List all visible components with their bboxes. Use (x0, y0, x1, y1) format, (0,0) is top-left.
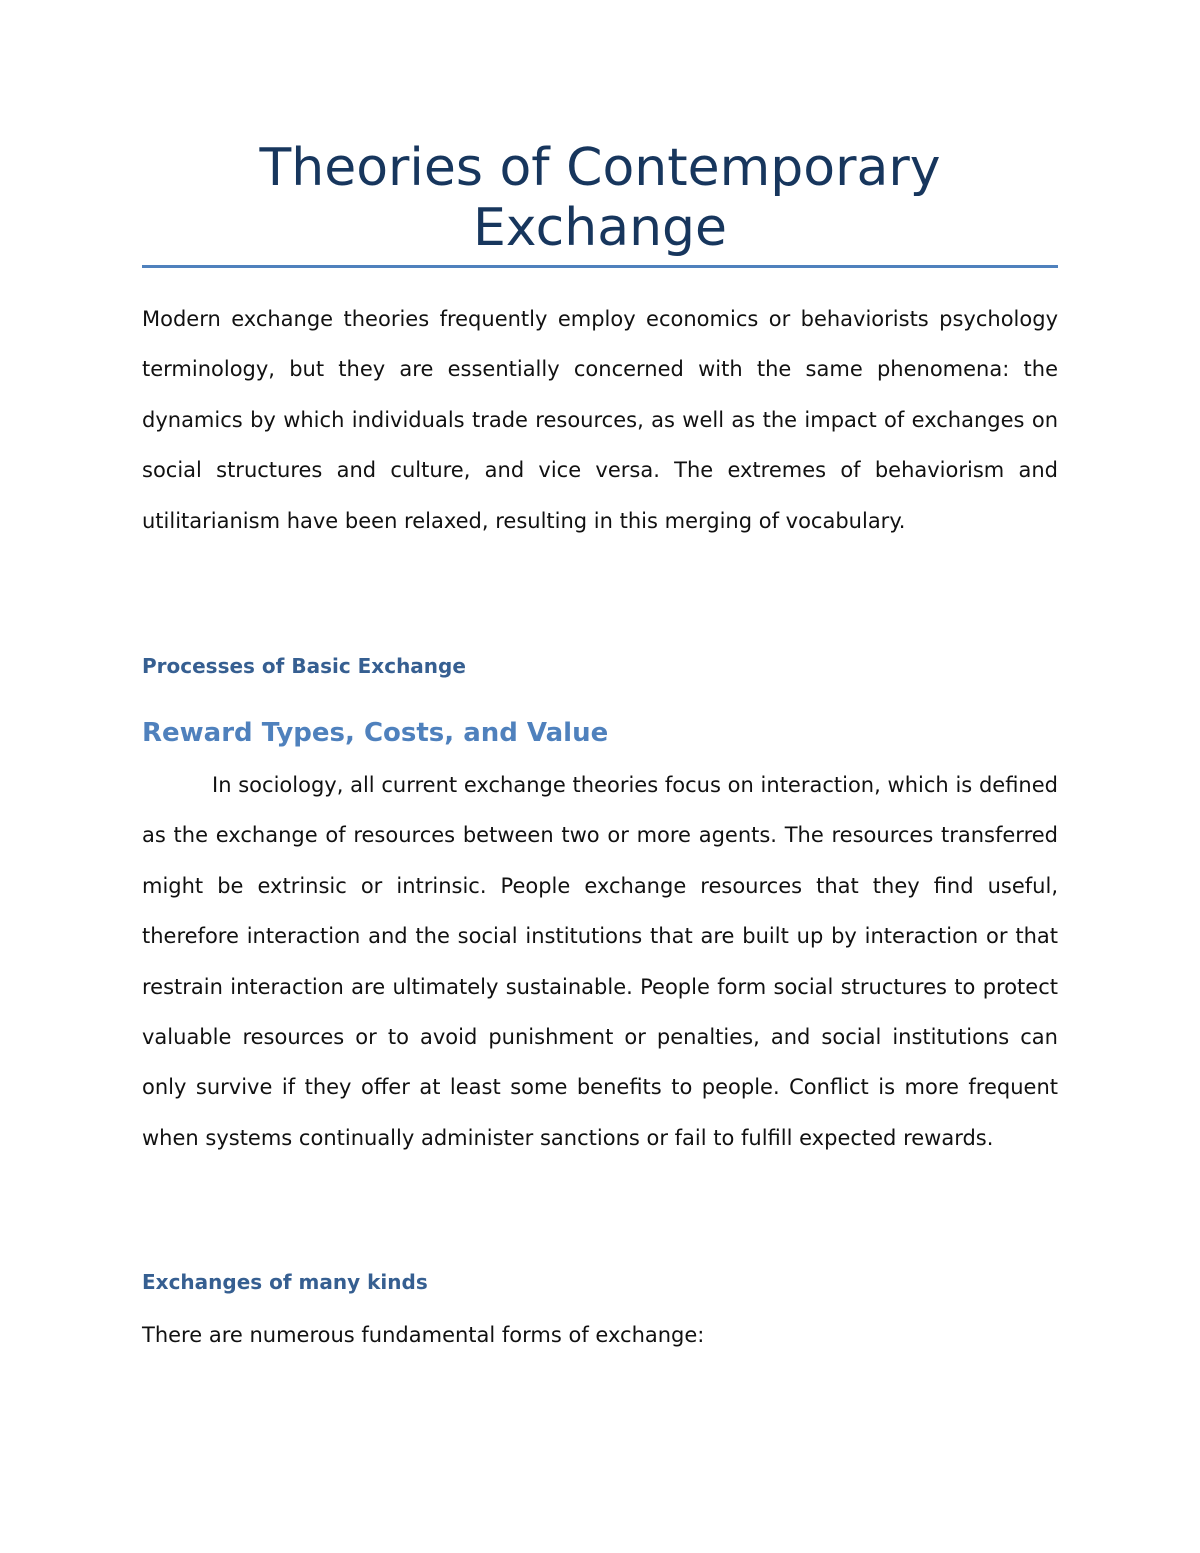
reward-types-paragraph: In sociology, all current exchange theories focus on interaction, which is defined as the exchange of resources between two or more agents. The resources transferred might be extrinsic or intrinsic. People exchange resources that they find useful, therefore interaction and the social institutions that are built up by interaction or that restrain interaction are ultimately sustainable. People form social structures to protect valuable resources or to avoid punishment or penalties, and social institutions can only survive if they offer at least some benefits to people. Conflict is more frequent when systems continually administer sanctions or fail to fulfill expected rewards. (142, 773, 1058, 1150)
section-heading-processes: Processes of Basic Exchange (142, 654, 466, 678)
title-underline-rule (142, 265, 1058, 268)
intro-paragraph: Modern exchange theories frequently employ economics or behaviorists psychology terminology, but they are essentially concerned with the same phenomena: the dynamics by which individuals trade resources, as well as the impact of exchanges on social structures and culture, and vice versa. The extremes of behaviorism and utilitarianism have been relaxed, resulting in this merging of vocabulary. (142, 307, 1058, 533)
subsection-heading-reward-types: Reward Types, Costs, and Value (142, 718, 609, 748)
section-heading-exchanges: Exchanges of many kinds (142, 1270, 428, 1294)
document-title: Theories of Contemporary Exchange (259, 138, 941, 258)
exchanges-paragraph: There are numerous fundamental forms of exchange: (142, 1323, 705, 1347)
